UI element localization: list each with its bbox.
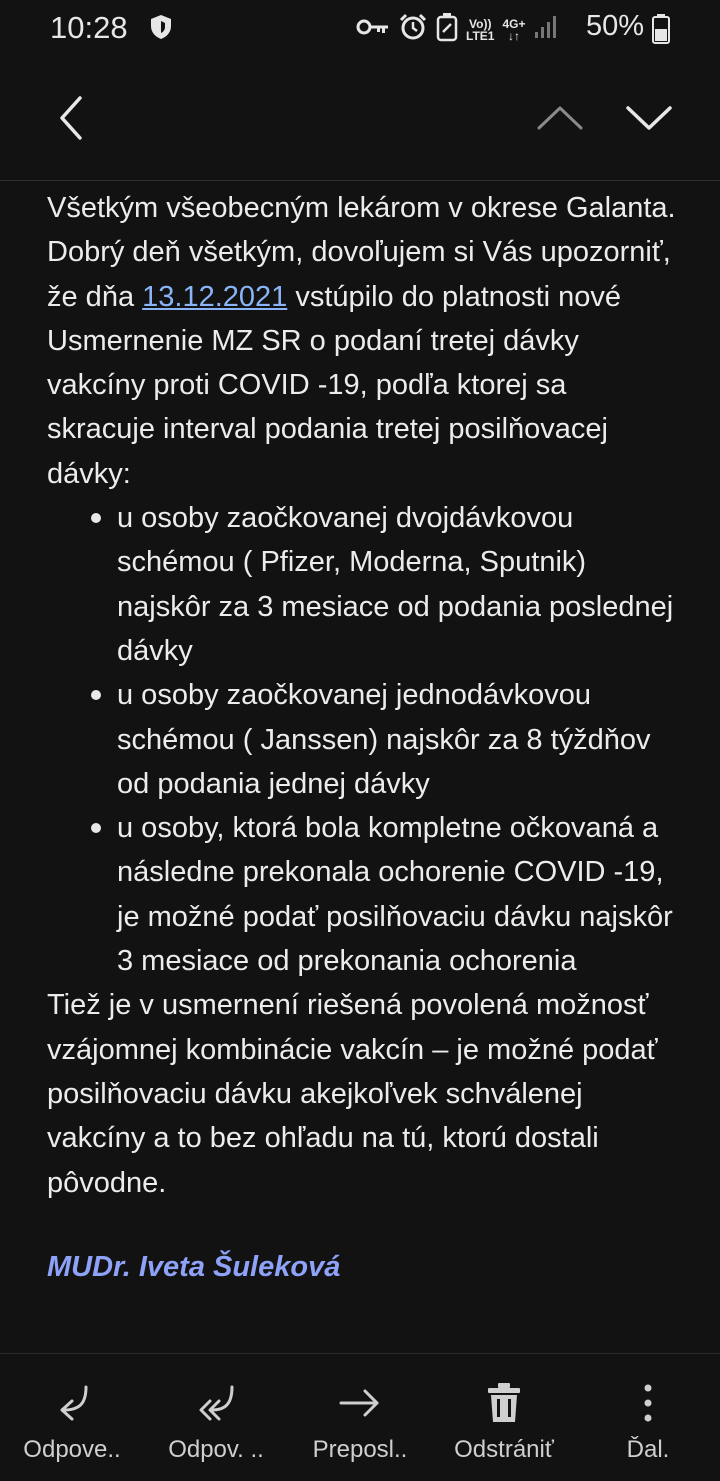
chevron-up-icon xyxy=(535,100,585,136)
reply-all-icon xyxy=(192,1368,240,1438)
previous-email-button[interactable] xyxy=(535,100,585,141)
shield-icon xyxy=(150,14,172,45)
chevron-left-icon xyxy=(50,93,90,143)
greeting: Všetkým všeobecným lekárom v okrese Galanta. xyxy=(47,192,676,224)
next-email-button[interactable] xyxy=(624,100,674,141)
bullet-list xyxy=(47,496,677,983)
battery-icon xyxy=(652,14,670,49)
reply-button[interactable]: Odpove.. xyxy=(0,1354,144,1481)
forward-button[interactable]: Preposl.. xyxy=(288,1354,432,1481)
chevron-down-icon xyxy=(624,100,674,136)
status-bar xyxy=(0,0,720,60)
network-type: 4G+ ↓↑ xyxy=(502,16,526,43)
signature: MUDr. Iveta Šuleková xyxy=(47,1250,341,1283)
date-link[interactable]: 13.12.2021 xyxy=(142,280,288,313)
list-item: u osoby zaočkovanej dvojdávkovou schémou ( Pfizer, Moderna, Sputnik) najskôr za 3 mesiace od podania poslednej dávky xyxy=(117,496,677,673)
bottom-action-bar xyxy=(0,1353,720,1481)
status-time: 10:28 xyxy=(50,10,128,45)
top-navigation xyxy=(0,60,720,181)
signal-icon xyxy=(533,14,559,45)
network-indicator: Vo)) LTE1 xyxy=(466,16,495,43)
more-vertical-icon xyxy=(642,1368,654,1438)
delete-button[interactable]: Odstrániť xyxy=(432,1354,576,1481)
data-saver-icon xyxy=(436,12,458,47)
reply-all-button[interactable]: Odpov. .. xyxy=(144,1354,288,1481)
email-body xyxy=(47,186,677,1352)
battery-percent: 50% xyxy=(586,10,645,42)
intro-paragraph: Dobrý deň všetkým, dovoľujem si Vás upozorniť, že dňa 13.12.2021 vstúpilo do platnosti nové Usmernenie MZ SR o podaní tretej dávky vakcíny proti COVID -19, podľa ktorej sa skracuje interval podania tretej posilňovacej dávky: xyxy=(47,236,671,490)
back-button[interactable] xyxy=(50,93,90,148)
key-icon xyxy=(356,17,390,42)
reply-icon xyxy=(50,1368,94,1438)
trash-icon xyxy=(486,1368,522,1438)
alarm-icon xyxy=(398,12,428,47)
forward-icon xyxy=(337,1368,383,1438)
more-button[interactable]: Ďal. xyxy=(576,1354,720,1481)
list-item: u osoby, ktorá bola kompletne očkovaná a následne prekonala ochorenie COVID -19, je možné podať posilňovaciu dávku najskôr 3 mesiace od prekonania ochorenia xyxy=(117,806,677,983)
closing-paragraph: Tiež je v usmernení riešená povolená možnosť vzájomnej kombinácie vakcín – je možné podať posilňovaciu dávku akejkoľvek schválenej vakcíny a to bez ohľadu na tú, ktorú dostali pôvodne. xyxy=(47,989,658,1199)
list-item: u osoby zaočkovanej jednodávkovou schémou ( Janssen) najskôr za 8 týždňov od podania jednej dávky xyxy=(117,673,677,806)
